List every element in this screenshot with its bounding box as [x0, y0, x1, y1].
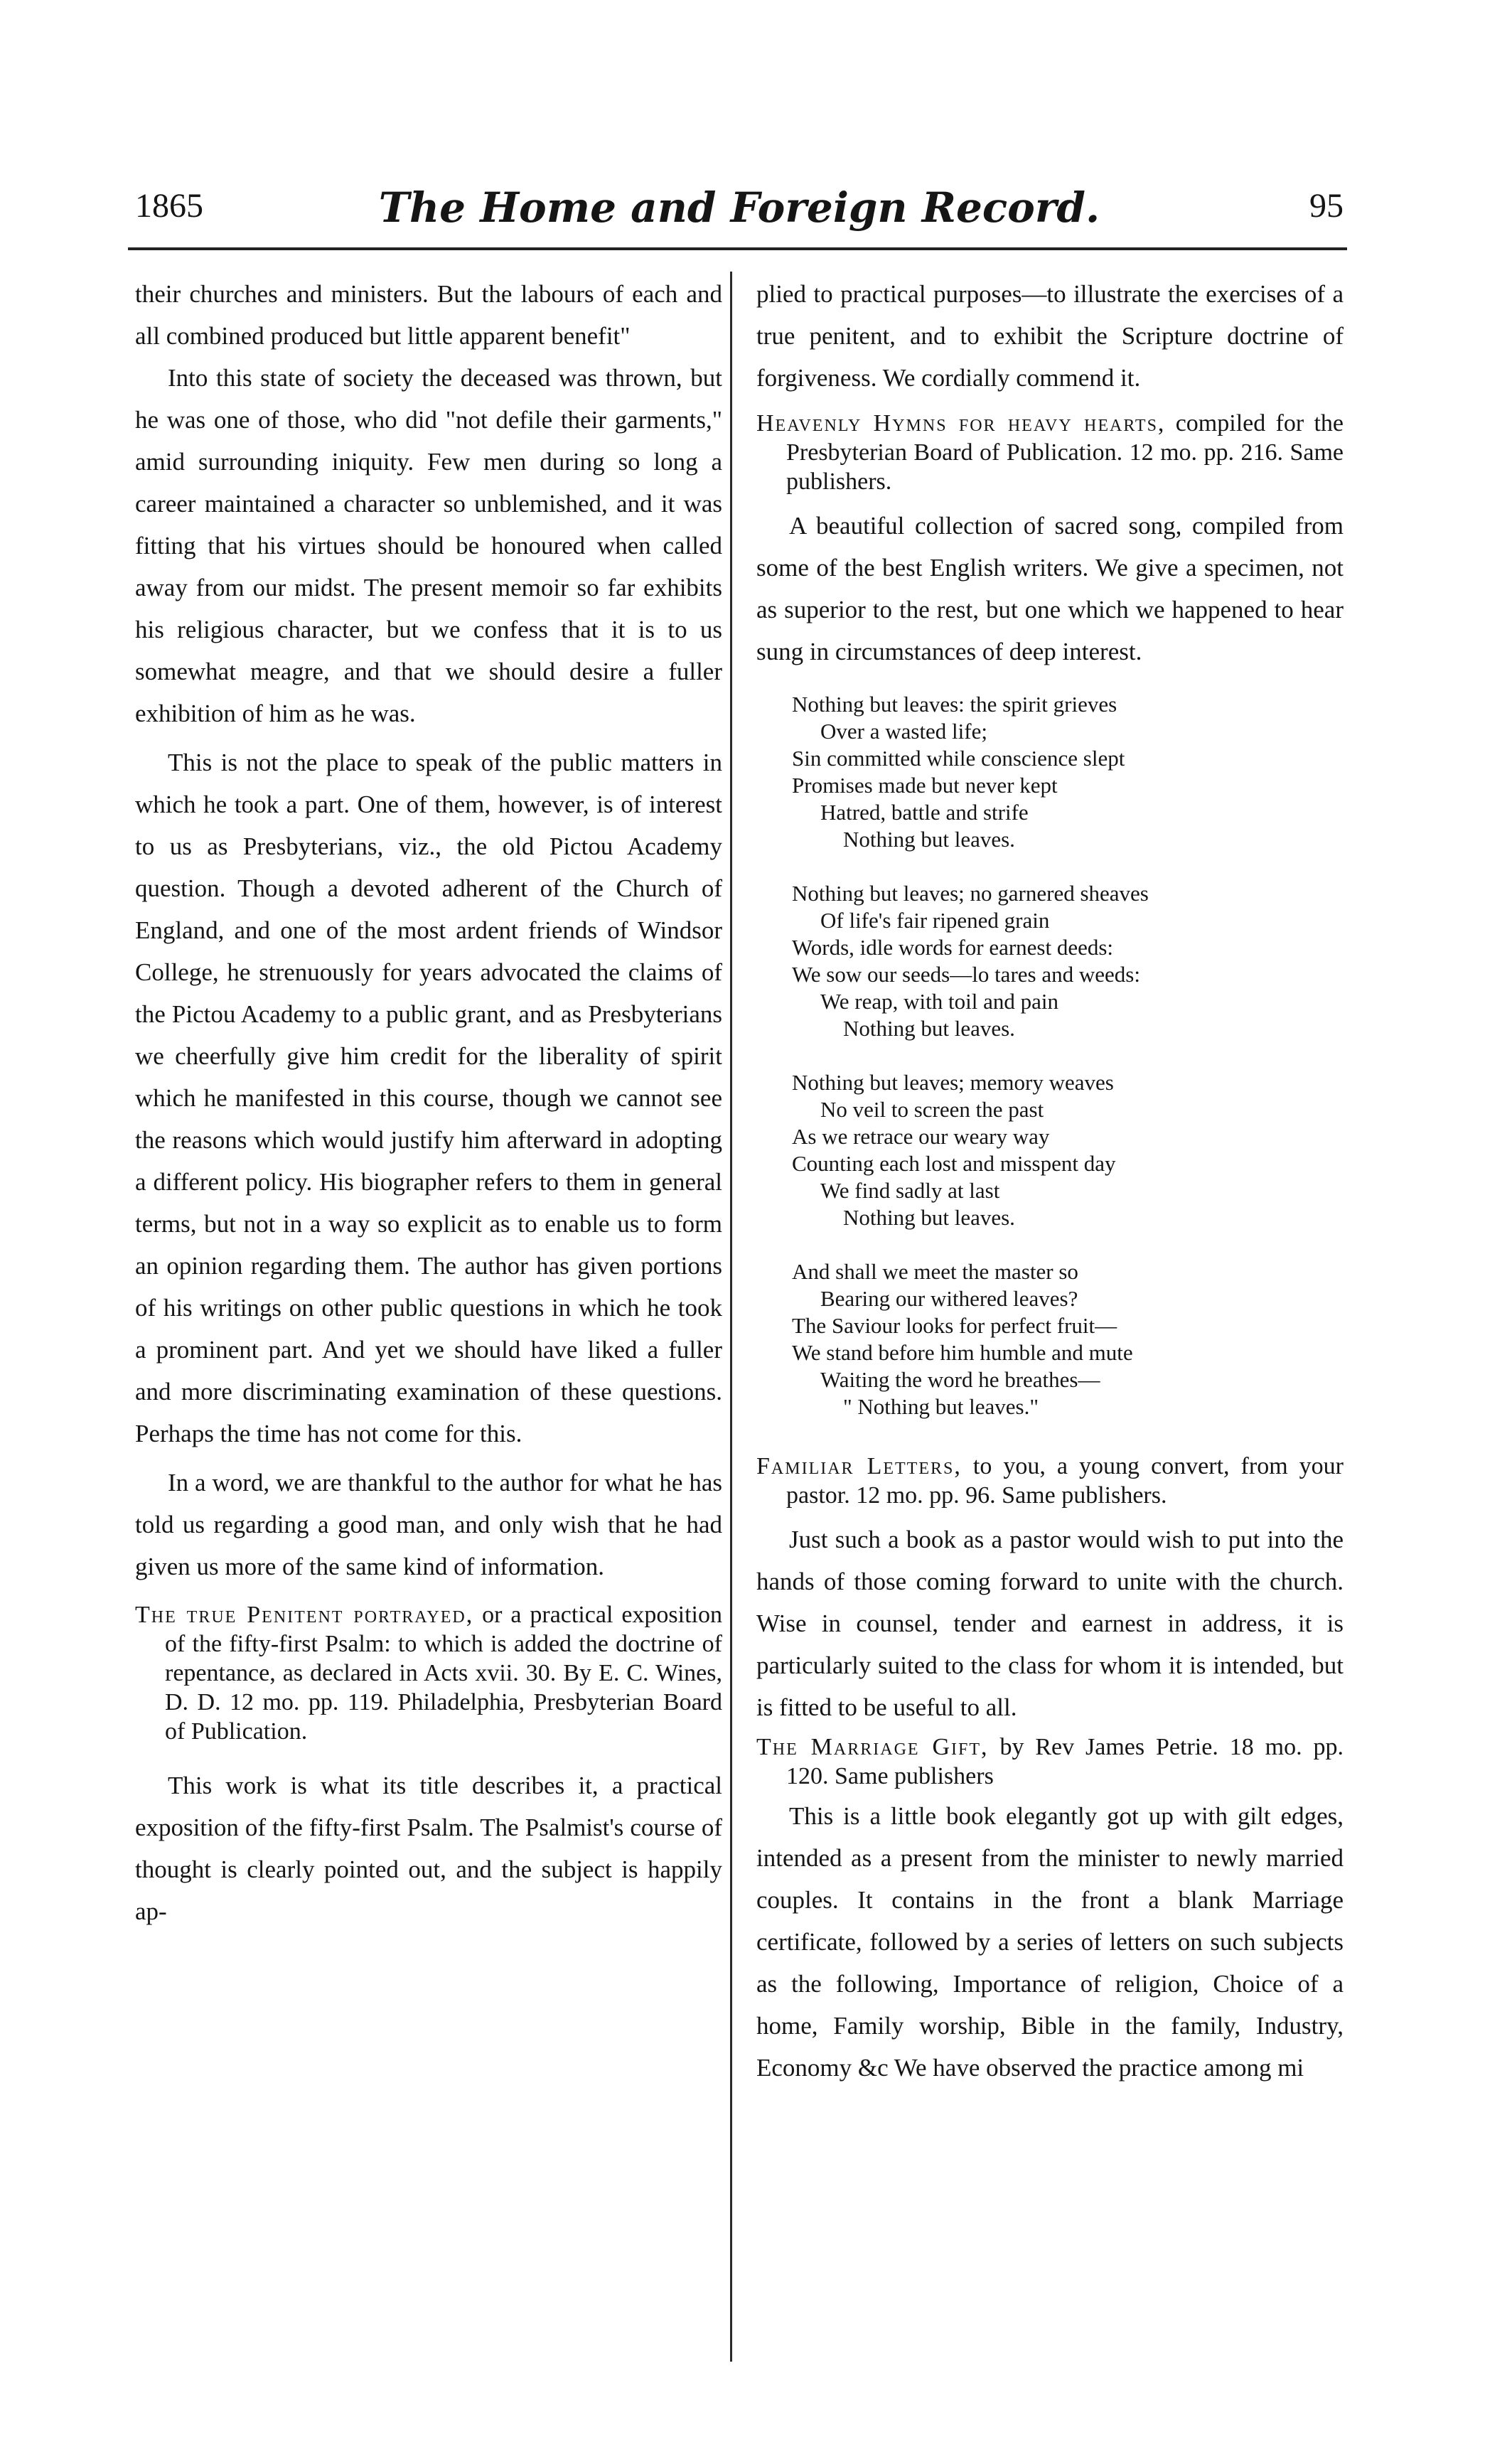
poem-line: Hatred, battle and strife: [820, 800, 1029, 825]
poem-line: Promises made but never kept: [792, 773, 1058, 798]
poem-line: Nothing but leaves; memory weaves: [792, 1070, 1114, 1095]
poem-line: No veil to screen the past: [820, 1097, 1044, 1122]
review-entry: [756, 1732, 1344, 1791]
left-column: [135, 273, 722, 1932]
poem-line: Counting each lost and misspent day: [792, 1151, 1116, 1176]
header-title: The Home and Foreign Record.: [378, 183, 1100, 232]
paragraph: Into this state of society the deceased was thrown, but he was one of those, who did "not defile their garments," amid surrounding iniquity. Few men during so long a career maintained a character so unblemished, and it was fitting that his virtues should be honoured when called away from our midst. The present memoir so far exhibits his religious character, but we confess that it is to us somewhat meagre, and that we should desire a fuller exhibition of him as he was.: [135, 364, 722, 727]
paragraph: This is not the place to speak of the public matters in which he took a part. One of them, however, is of interest to us as Presbyterians, viz., the old Pictou Academy question. Though a devoted adherent of the Church of England, and one of the most ardent friends of Windsor College, he strenuously for years advocated the claims of the Pictou Academy to a public grant, and as Presbyterians we cheerfully give him credit for the liberality of spirit which he manifested in this course, though we cannot see the reasons which would justify him afterward in adopting a different policy. His biographer refers to them in general terms, but not in a way so explicit as to enable us to form an opinion regarding them. The author has given portions of his writings on other public questions in which he took a prominent part. And yet we should have liked a fuller and more discriminating examination of these questions. Perhaps the time has not come for this.: [135, 749, 722, 1447]
paragraph: A beautiful collection of sacred song, compiled from some of the best English writers. We give a specimen, not as superior to the rest, but one which we happened to hear sung in circumstances of deep interest.: [756, 512, 1344, 665]
poem-line: We stand before him humble and mute: [792, 1340, 1133, 1365]
poem-line: We sow our seeds—lo tares and weeds:: [792, 962, 1140, 987]
poem-line: We find sadly at last: [820, 1178, 1000, 1203]
header-rule: [128, 247, 1347, 250]
review-entry: [756, 1452, 1344, 1510]
poem-line: Nothing but leaves.: [843, 1016, 1015, 1041]
paragraph: their churches and ministers. But the labours of each and all combined produced but little apparent benefit": [135, 280, 722, 350]
review-details: to you, a young convert, from your pastor. 12 mo. pp. 96. Same publishers.: [786, 1453, 1344, 1509]
poem-line: Of life's fair ripened grain: [820, 908, 1050, 933]
running-header: [135, 183, 1344, 236]
paragraph: plied to practical purposes—to illustrate the exercises of a true penitent, and to exhibit the Scripture doctrine of forgiveness. We cordially commend it.: [756, 280, 1344, 392]
review-title: Familiar Letters,: [756, 1453, 962, 1479]
poem-line: And shall we meet the master so: [792, 1259, 1078, 1284]
poem-stanza: [792, 1069, 1344, 1231]
paragraph: This work is what its title describes it, a practical exposition of the fifty-first Psalm. The Psalmist's course of thought is clearly pointed out, and the subject is happily ap-: [135, 1772, 722, 1925]
review-details: by Rev James Petrie. 18 mo. pp. 120. Same publishers: [786, 1734, 1344, 1789]
review-title: The true Penitent portrayed,: [135, 1602, 474, 1628]
poem-line: Bearing our withered leaves?: [820, 1286, 1078, 1311]
review-entry: [135, 1600, 722, 1746]
poem-stanza: [792, 691, 1344, 853]
paragraph: In a word, we are thankful to the author for what he has told us regarding a good man, and only wish that he had given us more of the same kind of information.: [135, 1469, 722, 1580]
right-column: [756, 273, 1344, 2089]
review-details: or a practical exposition of the fifty-first Psalm: to which is added the doctrine of repentance, as declared in Acts xvii. 30. By E. C. Wines, D. D. 12 mo. pp. 119. Philadelphia, Presbyterian Board of Publication.: [165, 1602, 722, 1745]
poem: [792, 691, 1344, 1420]
poem-line: Sin committed while conscience slept: [792, 746, 1125, 771]
page-number: 95: [1309, 187, 1344, 225]
review-entry: [756, 409, 1344, 496]
paragraph: This is a little book elegantly got up with gilt edges, intended as a present from the minister to newly married couples. It contains in the front a blank Marriage certificate, followed by a series of letters on such subjects as the following, Importance of religion, Choice of a home, Family worship, Bible in the family, Industry, Economy &c We have observed the practice among mi: [756, 1802, 1344, 2082]
poem-line: Nothing but leaves: the spirit grieves: [792, 692, 1117, 717]
poem-line: Nothing but leaves.: [843, 827, 1015, 852]
poem-line: Waiting the word he breathes—: [820, 1367, 1100, 1392]
review-details: compiled for the Presbyterian Board of Publication. 12 mo. pp. 216. Same publishers.: [786, 410, 1344, 495]
header-year: 1865: [135, 187, 203, 225]
poem-line: We reap, with toil and pain: [820, 989, 1058, 1014]
poem-line: Nothing but leaves.: [843, 1205, 1015, 1230]
poem-line: Nothing but leaves; no garnered sheaves: [792, 881, 1149, 906]
poem-line: As we retrace our weary way: [792, 1124, 1050, 1149]
poem-stanza: [792, 1258, 1344, 1420]
poem-stanza: [792, 880, 1344, 1042]
poem-line: Words, idle words for earnest deeds:: [792, 935, 1114, 960]
review-title: Heavenly Hymns for heavy hearts,: [756, 410, 1166, 436]
column-divider: [730, 272, 732, 2362]
poem-line: " Nothing but leaves.": [843, 1394, 1039, 1419]
poem-line: The Saviour looks for perfect fruit—: [792, 1313, 1117, 1338]
review-title: The Marriage Gift,: [756, 1734, 989, 1760]
paragraph: Just such a book as a pastor would wish to put into the hands of those coming forward to unite with the church. Wise in counsel, tender and earnest in address, it is particularly suited to the class for whom it is intended, but is fitted to be useful to all.: [756, 1526, 1344, 1721]
poem-line: Over a wasted life;: [820, 719, 987, 744]
